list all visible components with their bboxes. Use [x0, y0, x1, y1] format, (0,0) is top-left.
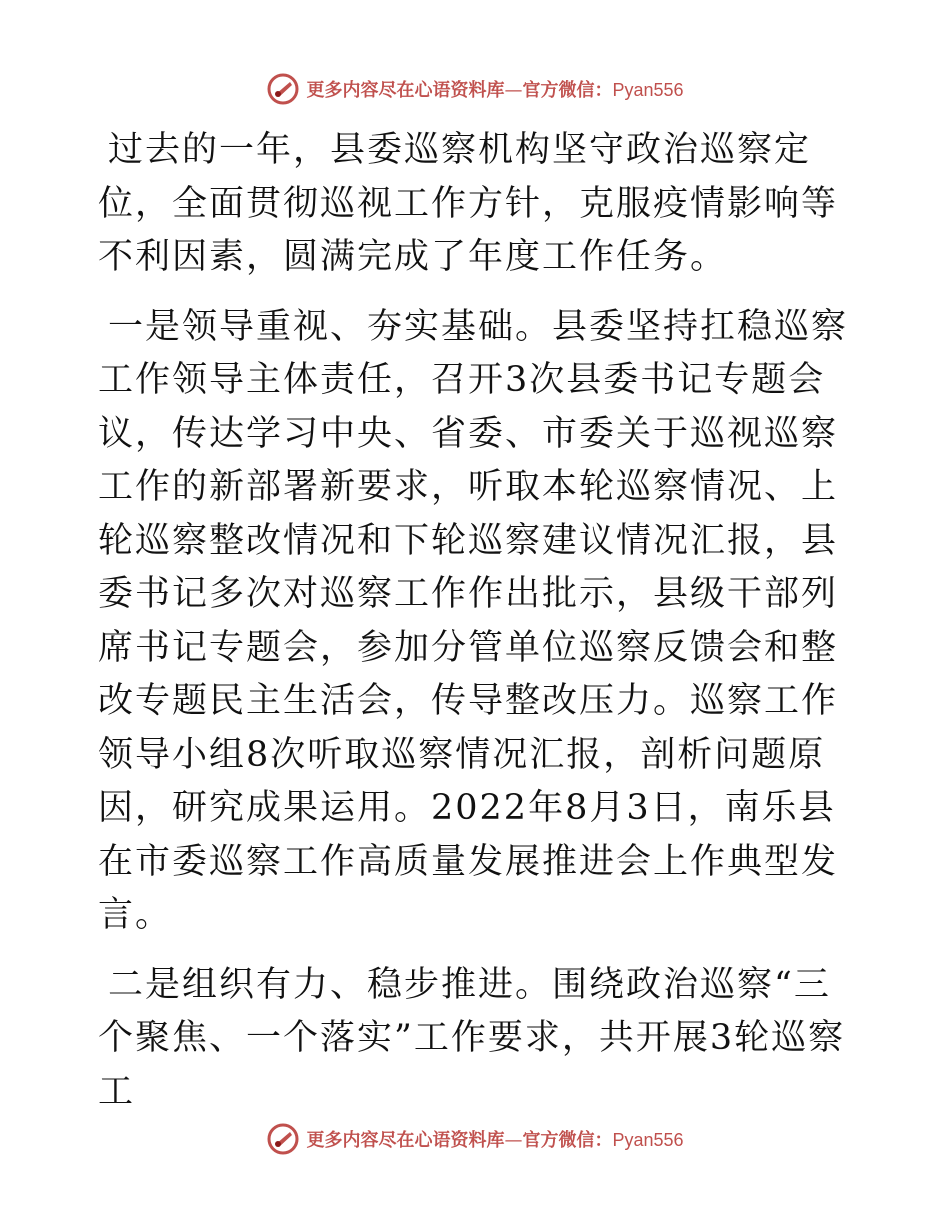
logo-icon — [266, 1122, 300, 1156]
paragraph-point-two: 二是组织有力、稳步推进。围绕政治巡察“三个聚焦、一个落实”工作要求，共开展3轮巡察工 — [98, 964, 846, 1112]
document-body — [98, 124, 858, 1135]
paragraph-intro: 过去的一年，县委巡察机构坚守政治巡察定位，全面贯彻巡视工作方针，克服疫情影响等不利因素，圆满完成了年度工作任务。 — [98, 130, 839, 277]
paragraph-point-one: 一是领导重视、夯实基础。县委坚持扛稳巡察工作领导主体责任，召开3次县委书记专题会议，传达学习中央、省委、市委关于巡视巡察工作的新部署新要求，听取本轮巡察情况、上轮巡察整改情况和下轮巡察建议情况汇报，县委书记多次对巡察工作作出批示，县级干部列席书记专题会，参加分管单位巡察反馈会和整改专题民主生活会，传导整改压力。巡察工作领导小组8次听取巡察情况汇报，剖析问题原因，研究成果运用。2022年8月3日，南乐县在市委巡察工作高质量发展推进会上作典型发言。 — [98, 306, 849, 935]
logo-icon — [266, 72, 300, 106]
footer-watermark — [0, 1122, 950, 1156]
header-watermark — [0, 72, 950, 106]
watermark-text: 更多内容尽在心语资料库—官方微信：Pyan556 — [306, 1130, 684, 1151]
watermark-text: 更多内容尽在心语资料库—官方微信：Pyan556 — [306, 80, 684, 101]
